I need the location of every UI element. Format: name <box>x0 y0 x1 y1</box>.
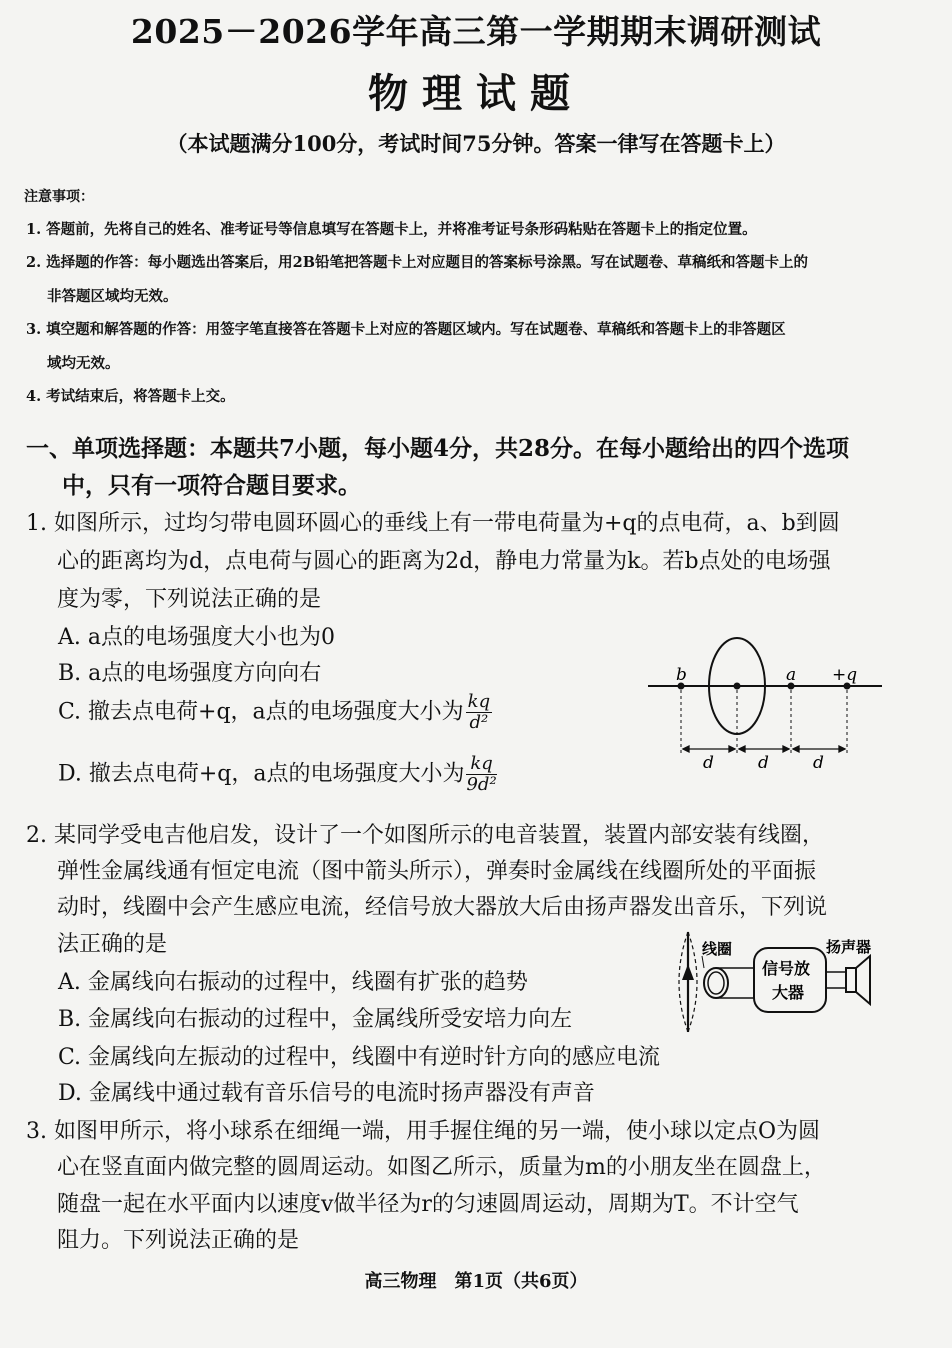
section-heading-cont: 中，只有一项符合题目要求。 <box>62 472 361 499</box>
amplifier-box <box>754 948 826 1012</box>
current-arrow-icon <box>682 964 694 980</box>
q3-stem: 心在竖直面内做完整的圆周运动。如图乙所示，质量为m的小朋友坐在圆盘上， <box>57 1155 826 1180</box>
q1-option-d <box>58 754 497 795</box>
notice-line: 域均无效。 <box>47 355 120 372</box>
speaker-cone-icon <box>856 956 870 1004</box>
q1-option-d-fraction <box>466 754 496 795</box>
label-d3: d <box>813 753 824 773</box>
q2-stem: 2. 某同学受电吉他启发，设计了一个如图所示的电音装置，装置内部安装有线圈， <box>26 823 824 848</box>
dimension-arrows <box>683 746 845 752</box>
notice-line: 3. 填空题和解答题的作答：用签字笔直接答在答题卡上对应的答题区域内。写在试题卷、草稿纸和答题卡上的非答题区 <box>26 321 786 338</box>
q2-stem: 法正确的是 <box>57 932 168 957</box>
notice-line: 1. 答题前，先将自己的姓名、准考证号等信息填写在答题卡上，并将准考证号条形码粘贴在答题卡上的指定位置。 <box>26 221 757 238</box>
speaker-body <box>846 968 856 992</box>
frac-denominator: d² <box>469 711 489 733</box>
coil-inner <box>708 972 724 994</box>
notice-title: 注意事项： <box>24 189 94 205</box>
wire-vibration-left <box>679 932 688 1032</box>
ring-center <box>734 683 741 690</box>
q1-option-d-text: D. 撤去点电荷+q，a点的电场强度大小为 <box>58 761 465 787</box>
label-d1: d <box>703 753 714 773</box>
q2-stem: 弹性金属线通有恒定电流（图中箭头所示），弹奏时金属线在线圈所处的平面振 <box>57 859 817 884</box>
q1-figure <box>640 628 890 778</box>
exam-note: （本试题满分100分，考试时间75分钟。答案一律写在答题卡上） <box>166 131 786 156</box>
q1-stem: 度为零，下列说法正确的是 <box>57 587 322 612</box>
q2-figure <box>666 928 892 1036</box>
q1-stem: 心的距离均为d，点电荷与圆心的距离为2d，静电力常量为k。若b点处的电场强 <box>57 549 831 574</box>
amplifier-label-2: 大器 <box>772 983 805 1002</box>
q2-option-d: D. 金属线中通过载有音乐信号的电流时扬声器没有声音 <box>58 1081 595 1106</box>
subject-title: 物理试题 <box>368 70 584 117</box>
frac-numerator: kq <box>466 754 496 775</box>
q1-option-b: B. a点的电场强度方向向右 <box>58 661 322 686</box>
speaker-label: 扬声器 <box>826 938 872 956</box>
notice-line: 4. 考试结束后，将答题卡上交。 <box>26 388 235 405</box>
page-footer: 高三物理 第1页（共6页） <box>364 1271 588 1292</box>
label-b: b <box>676 665 687 685</box>
notice-line: 非答题区域均无效。 <box>47 288 178 305</box>
q1-option-a: A. a点的电场强度大小也为0 <box>58 625 335 650</box>
label-q: +q <box>832 665 858 685</box>
q3-stem: 3. 如图甲所示，将小球系在细绳一端，用手握住绳的另一端，使小球以定点O为圆 <box>26 1119 821 1144</box>
q2-stem: 动时，线圈中会产生感应电流，经信号放大器放大后由扬声器发出音乐，下列说 <box>57 895 828 920</box>
label-d2: d <box>758 753 769 773</box>
q3-stem: 随盘一起在水平面内以速度v做半径为r的匀速圆周运动，周期为T。不计空气 <box>57 1192 799 1217</box>
amplifier-label-1: 信号放 <box>762 959 811 978</box>
q1-stem: 1. 如图所示，过均匀带电圆环圆心的垂线上有一带电荷量为+q的点电荷，a、b到圆 <box>26 511 840 536</box>
q2-option-a: A. 金属线向右振动的过程中，线圈有扩张的趋势 <box>58 970 528 995</box>
q2-option-c: C. 金属线向左振动的过程中，线圈中有逆时针方向的感应电流 <box>58 1045 661 1070</box>
q1-option-c <box>58 692 492 733</box>
coil-label: 线圈 <box>702 940 733 958</box>
exam-title: 2025－2026学年高三第一学期期末调研测试 <box>130 12 822 51</box>
q3-stem: 阻力。下列说法正确的是 <box>57 1228 300 1253</box>
frac-numerator: kq <box>467 691 491 712</box>
wire-vibration-right <box>688 932 697 1032</box>
label-a: a <box>786 665 797 685</box>
q1-option-c-text: C. 撤去点电荷+q，a点的电场强度大小为 <box>58 699 464 725</box>
notice-line: 2. 选择题的作答：每小题选出答案后，用2B铅笔把答题卡上对应题目的答案标号涂黑。写在试题卷、草稿纸和答题卡上的 <box>26 254 809 271</box>
q1-option-c-fraction <box>466 692 492 733</box>
q2-option-b: B. 金属线向右振动的过程中，金属线所受安培力向左 <box>58 1007 573 1032</box>
section-heading: 一、单项选择题：本题共7小题，每小题4分，共28分。在每小题给出的四个选项 <box>26 435 850 462</box>
frac-denominator: 9d² <box>466 773 497 795</box>
